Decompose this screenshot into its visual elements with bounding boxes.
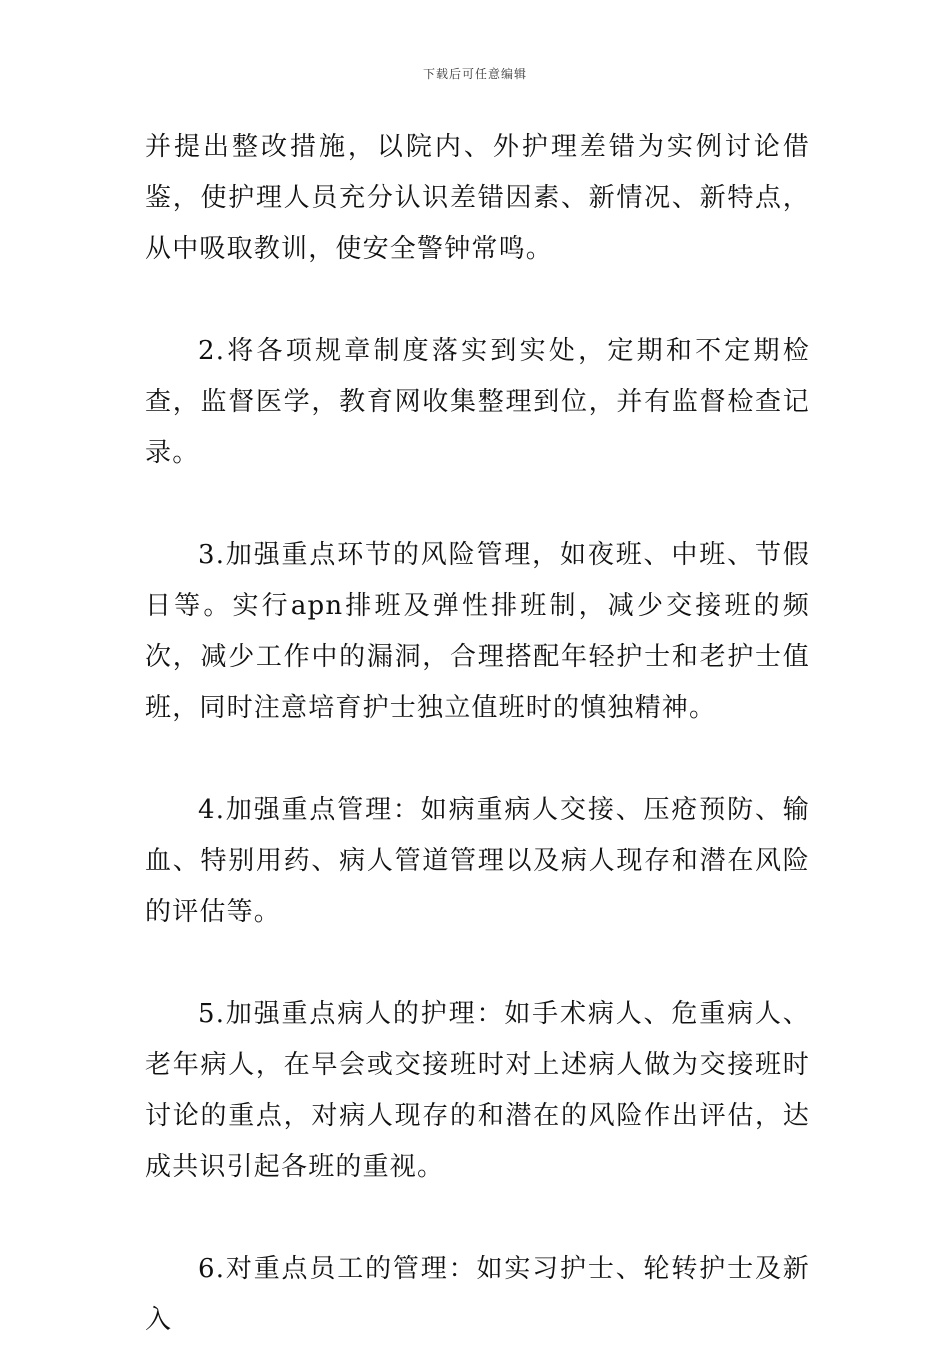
paragraph-gap bbox=[145, 938, 810, 989]
paragraph-gap bbox=[145, 275, 810, 326]
paragraph-gap bbox=[145, 479, 810, 530]
paragraph-6: 6.对重点员工的管理：如实习护士、轮转护士及新入 bbox=[145, 1254, 810, 1335]
paragraph-2: 2.将各项规章制度落实到实处，定期和不定期检查，监督医学，教育网收集整理到位，并有监督检查记录。 bbox=[145, 336, 810, 468]
paragraph-gap bbox=[145, 734, 810, 785]
paragraph-gap bbox=[145, 1193, 810, 1244]
paragraph-1: 并提出整改措施，以院内、外护理差错为实例讨论借鉴，使护理人员充分认识差错因素、新情况、新特点，从中吸取教训，使安全警钟常鸣。 bbox=[145, 132, 810, 264]
paragraph-4: 4.加强重点管理：如病重病人交接、压疮预防、输血、特别用药、病人管道管理以及病人现存和潜在风险的评估等。 bbox=[145, 795, 810, 927]
document-body bbox=[145, 122, 810, 1346]
paragraph-5: 5.加强重点病人的护理：如手术病人、危重病人、老年病人，在早会或交接班时对上述病人做为交接班时讨论的重点，对病人现存的和潜在的风险作出评估，达成共识引起各班的重视。 bbox=[145, 999, 810, 1182]
page-header: 下载后可任意编辑 bbox=[422, 67, 527, 81]
paragraph-3: 3.加强重点环节的风险管理，如夜班、中班、节假日等。实行apn排班及弹性排班制，减少交接班的频次，减少工作中的漏洞，合理搭配年轻护士和老护士值班，同时注意培育护士独立值班时的慎独精神。 bbox=[145, 540, 810, 723]
